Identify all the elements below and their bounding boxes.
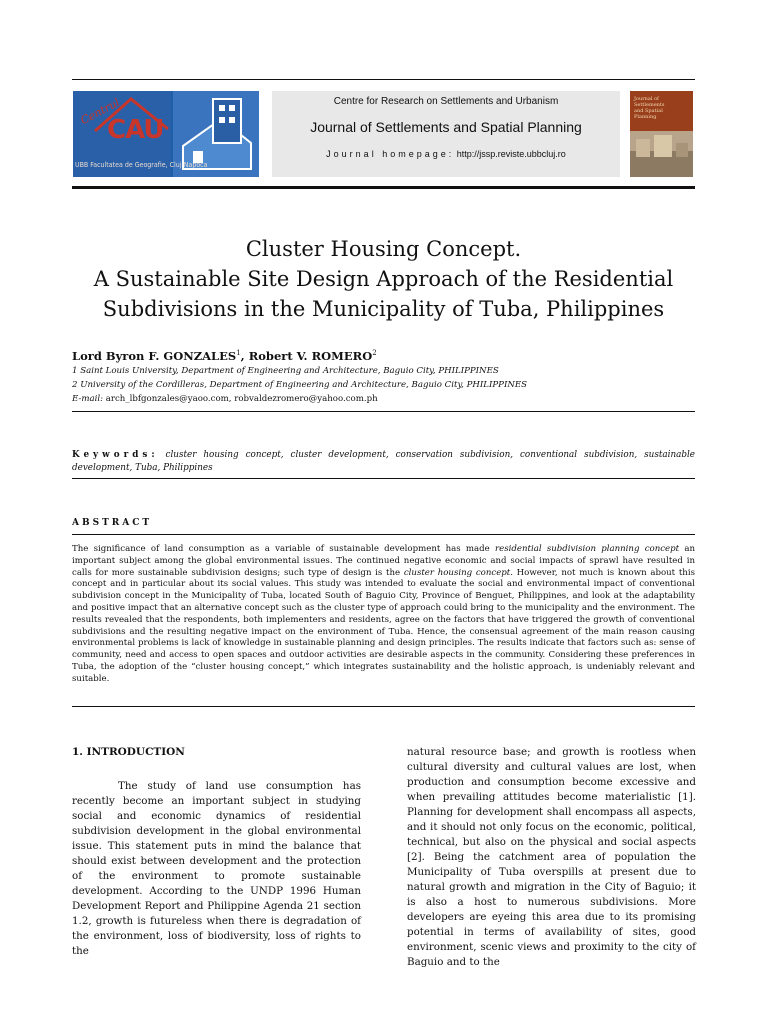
keywords-value: cluster housing concept, cluster development, conservation subdivision, conventional subdivision, sustainable development, Tuba, Philippines <box>72 450 695 473</box>
centre-name: Centre for Research on Settlements and Urbanism <box>333 96 559 107</box>
paper-title <box>72 234 695 324</box>
logo-script-text: Centrul <box>78 95 122 128</box>
author-2-sup: 2 <box>372 349 377 358</box>
journal-cover-thumbnail <box>630 91 693 177</box>
journal-header-box <box>272 91 620 177</box>
keywords-label: Keywords: <box>72 450 159 460</box>
abstract-text-3: . However, not much is known about this concept and in particular about its social values. This study was intended to evaluate the social and environmental impact of conventional subdivision concept in the Municipality of Tuba, located South of Baguio City, Province of Benguet, Philippines, and look at the adaptability and positive impact that an alternative concept such as the cluster type of approach could bring to the municipality and the environment. The results revealed that the respondents, both implementers and residents, agree on the factors that have triggered the growth of conventional subdivisions and the resulting negative impact on the environment of Tuba. Hence, the consensual agreement of the main reason causing environmental problems is lack of knowledge in sustainable planning and design principles. The results indicate that factors such as: sense of community, need and access to open spaces and outdoor activities are desirable aspects in the community. Considering these preferences in Tuba, the adoption of the “cluster housing concept,” which integrates sustainability and the holistic approach, is undeniably relevant and suitable. <box>72 567 695 684</box>
header-rule <box>72 186 695 189</box>
title-line-3: Subdivisions in the Municipality of Tuba, Philippines <box>102 297 665 321</box>
affiliation-2: 2 University of the Cordilleras, Department of Engineering and Architecture, Baguio City, PHILIPPINES <box>72 380 528 390</box>
author-1: Lord Byron F. GONZALES <box>72 349 237 363</box>
rule-after-keywords <box>72 478 695 479</box>
rule-after-abstract <box>72 706 695 707</box>
email-line <box>72 394 378 404</box>
email-label: E-mail: <box>72 394 104 404</box>
rule-before-abstract <box>72 534 695 535</box>
abstract-text-2: an important subject among the global environmental issues. The continued negative economic and social impacts of sprawl have resulted in calls for more sustainable subdivision designs; such type of design is the <box>72 544 696 578</box>
cover-image <box>630 131 693 177</box>
intro-right-column: natural resource base; and growth is rootless when cultural diversity and cultural values are lost, when production and consumption become excessive and when prevailing attitudes become materialistic [1]. Planning for development shall encompass all aspects, and it should not only focus on the economic, political, technical, but also on the physical and social aspects [2]. Being the catchment area of population the Municipality of Tuba overspills at present due to natural growth and migration in the City of Baguio; it is also a host to numerous subdivisions. More developers are eyeing this area due to its promising potential in terms of availability of sites, good environment, scenic views and proximity to the city of Baguio and to the <box>407 746 696 968</box>
journal-homepage <box>272 149 620 159</box>
abstract-body <box>72 544 695 686</box>
journal-name: Journal of Settlements and Spatial Planning <box>310 119 582 135</box>
logo-brand: CAU <box>107 115 164 145</box>
intro-left-column: The study of land use consumption has recently become an important subject in studying social and economic dynamics of residential subdivision development in the global environmental issue. This statement puts in mind the balance that should exist between development and the protection of the environment to promote sustainable development. According to the UNDP 1996 Human Development Report and Philippine Agenda 21 section 1.2, growth is futureless when there is degradation of the environment, loss of biodiversity, loss of rights to the <box>72 780 361 957</box>
affiliation-1: 1 Saint Louis University, Department of Engineering and Architecture, Baguio City, PHILIPPINES <box>72 366 499 376</box>
author-2: Robert V. ROMERO <box>248 349 373 363</box>
top-rule <box>72 79 695 80</box>
logo-caption: UBB Facultatea de Geografie, Cluj-Napoca <box>75 161 208 169</box>
abstract-italic-2: cluster housing concept <box>403 567 511 578</box>
title-line-2: A Sustainable Site Design Approach of the Residential <box>93 267 674 291</box>
homepage-label: Journal homepage: <box>326 149 455 159</box>
email-value: arch_lbfgonzales@yaoo.com, robvaldezromero@yahoo.com.ph <box>103 394 378 404</box>
abstract-italic-1: residential subdivision planning concept <box>495 544 680 554</box>
keywords <box>72 449 695 475</box>
title-line-1: Cluster Housing Concept. <box>245 237 522 261</box>
author-1-sup: 1 <box>236 349 241 358</box>
rule-after-affiliations <box>72 411 695 412</box>
cau-logo <box>73 91 259 177</box>
abstract-heading: ABSTRACT <box>72 518 153 528</box>
authors <box>72 349 377 363</box>
cover-title: Journal of Settlements and Spatial Planning <box>634 96 665 120</box>
introduction-heading: 1. INTRODUCTION <box>72 746 185 758</box>
author-separator: , <box>240 349 249 363</box>
abstract-text-1: The significance of land consumption as a variable of sustainable development has made <box>72 544 496 554</box>
homepage-link[interactable]: http://jssp.reviste.ubbcluj.ro <box>456 149 566 159</box>
